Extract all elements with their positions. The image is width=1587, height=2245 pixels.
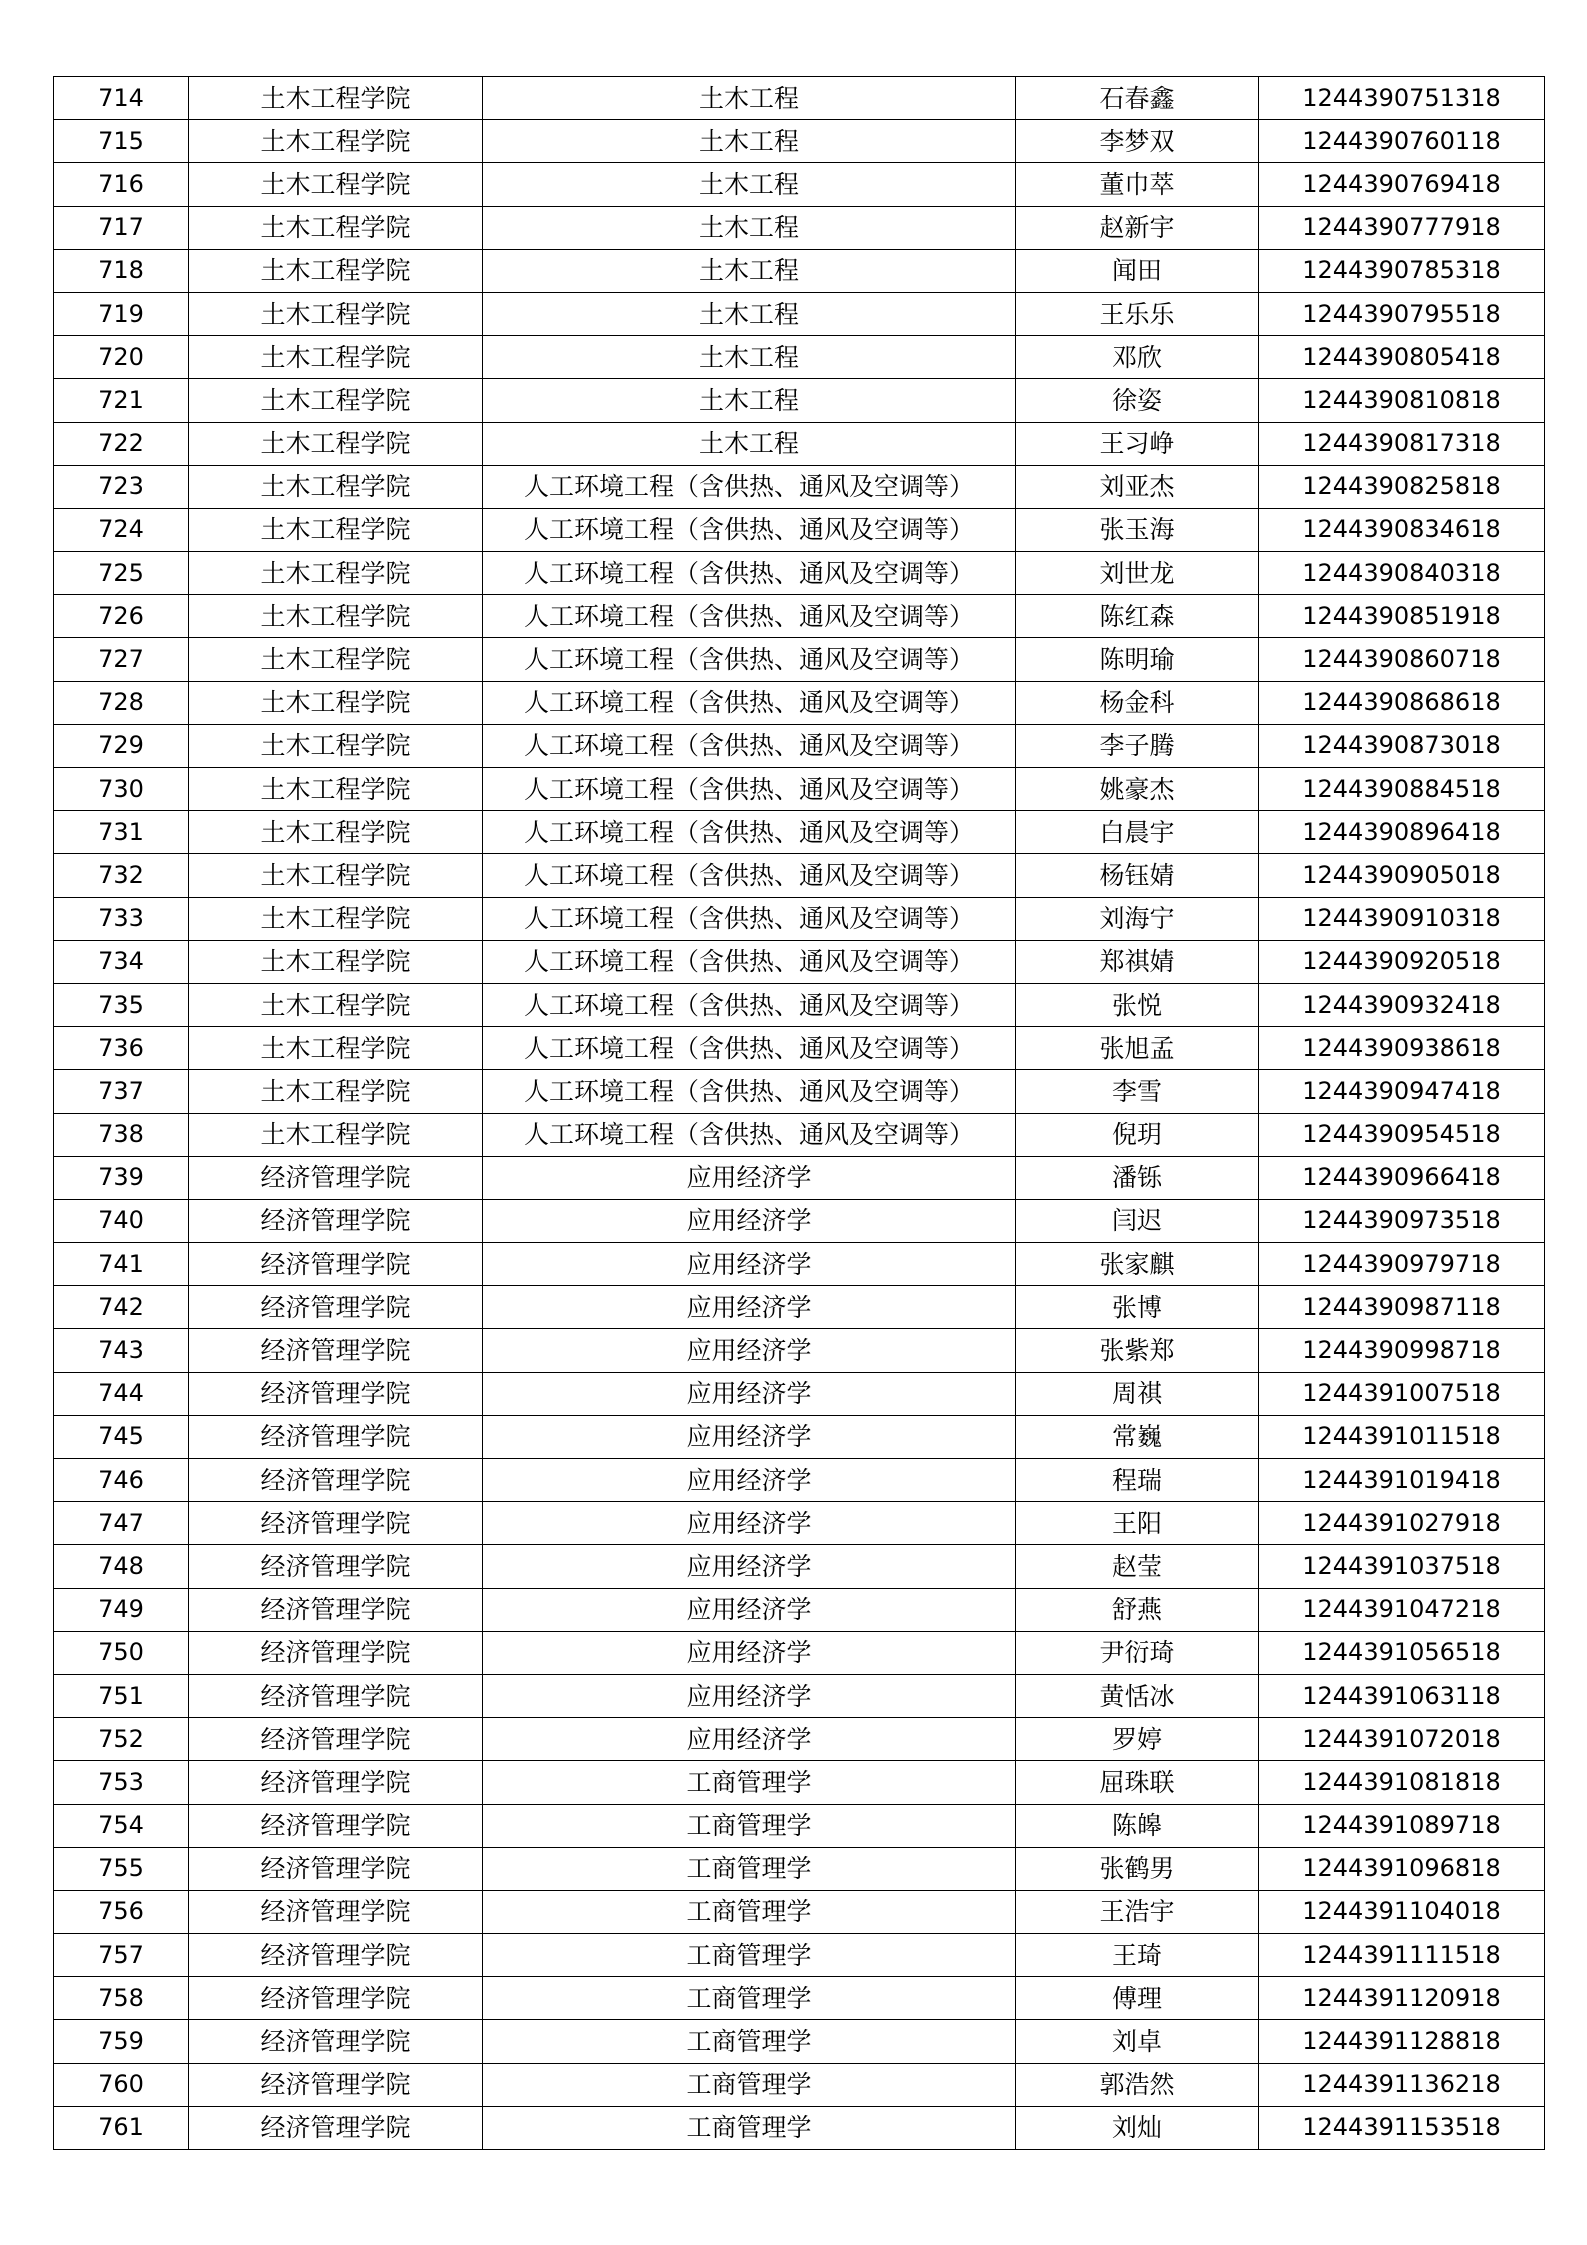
cell-college: 土木工程学院 — [189, 983, 483, 1026]
cell-college: 土木工程学院 — [189, 120, 483, 163]
table-row — [54, 1502, 1545, 1545]
cell-name: 刘卓 — [1016, 2020, 1259, 2063]
cell-id: 1244390825818 — [1259, 465, 1545, 508]
cell-college: 经济管理学院 — [189, 1761, 483, 1804]
table-row — [54, 249, 1545, 292]
table-row — [54, 292, 1545, 335]
cell-major: 应用经济学 — [483, 1588, 1016, 1631]
table-row — [54, 422, 1545, 465]
cell-name: 张鹤男 — [1016, 1847, 1259, 1890]
cell-number: 732 — [54, 854, 189, 897]
cell-major: 人工环境工程（含供热、通风及空调等） — [483, 595, 1016, 638]
cell-name: 黄恬冰 — [1016, 1674, 1259, 1717]
cell-major: 应用经济学 — [483, 1545, 1016, 1588]
cell-major: 人工环境工程（含供热、通风及空调等） — [483, 724, 1016, 767]
cell-major: 应用经济学 — [483, 1502, 1016, 1545]
table-row — [54, 206, 1545, 249]
table-row — [54, 77, 1545, 120]
cell-major: 人工环境工程（含供热、通风及空调等） — [483, 508, 1016, 551]
cell-id: 1244390868618 — [1259, 681, 1545, 724]
cell-number: 717 — [54, 206, 189, 249]
cell-major: 应用经济学 — [483, 1631, 1016, 1674]
cell-college: 经济管理学院 — [189, 1502, 483, 1545]
cell-name: 陈红森 — [1016, 595, 1259, 638]
cell-id: 1244390785318 — [1259, 249, 1545, 292]
cell-number: 759 — [54, 2020, 189, 2063]
cell-college: 土木工程学院 — [189, 292, 483, 335]
cell-number: 722 — [54, 422, 189, 465]
cell-college: 经济管理学院 — [189, 1718, 483, 1761]
cell-major: 人工环境工程（含供热、通风及空调等） — [483, 1113, 1016, 1156]
cell-name: 陈明瑜 — [1016, 638, 1259, 681]
cell-name: 王乐乐 — [1016, 292, 1259, 335]
table-row — [54, 1847, 1545, 1890]
cell-major: 应用经济学 — [483, 1329, 1016, 1372]
cell-id: 1244391153518 — [1259, 2106, 1545, 2149]
cell-number: 721 — [54, 379, 189, 422]
cell-major: 人工环境工程（含供热、通风及空调等） — [483, 465, 1016, 508]
cell-id: 1244391056518 — [1259, 1631, 1545, 1674]
cell-major: 工商管理学 — [483, 1847, 1016, 1890]
cell-id: 1244390884518 — [1259, 768, 1545, 811]
cell-id: 1244390896418 — [1259, 811, 1545, 854]
cell-name: 王习峥 — [1016, 422, 1259, 465]
cell-number: 750 — [54, 1631, 189, 1674]
cell-name: 赵莹 — [1016, 1545, 1259, 1588]
cell-number: 724 — [54, 508, 189, 551]
cell-id: 1244390834618 — [1259, 508, 1545, 551]
cell-name: 闫迟 — [1016, 1199, 1259, 1242]
cell-id: 1244391136218 — [1259, 2063, 1545, 2106]
cell-college: 土木工程学院 — [189, 940, 483, 983]
cell-major: 工商管理学 — [483, 1761, 1016, 1804]
cell-id: 1244390751318 — [1259, 77, 1545, 120]
cell-major: 土木工程 — [483, 379, 1016, 422]
cell-id: 1244390760118 — [1259, 120, 1545, 163]
table-row — [54, 1286, 1545, 1329]
cell-major: 土木工程 — [483, 77, 1016, 120]
cell-id: 1244391120918 — [1259, 1977, 1545, 2020]
cell-college: 经济管理学院 — [189, 1631, 483, 1674]
cell-name: 闻田 — [1016, 249, 1259, 292]
cell-major: 工商管理学 — [483, 1890, 1016, 1933]
cell-major: 土木工程 — [483, 163, 1016, 206]
table-row — [54, 1588, 1545, 1631]
cell-college: 经济管理学院 — [189, 2106, 483, 2149]
table-row — [54, 120, 1545, 163]
cell-id: 1244391007518 — [1259, 1372, 1545, 1415]
cell-id: 1244390998718 — [1259, 1329, 1545, 1372]
cell-college: 经济管理学院 — [189, 1890, 483, 1933]
cell-major: 土木工程 — [483, 120, 1016, 163]
cell-number: 714 — [54, 77, 189, 120]
cell-id: 1244390954518 — [1259, 1113, 1545, 1156]
cell-major: 人工环境工程（含供热、通风及空调等） — [483, 552, 1016, 595]
cell-major: 应用经济学 — [483, 1243, 1016, 1286]
cell-id: 1244390840318 — [1259, 552, 1545, 595]
cell-major: 人工环境工程（含供热、通风及空调等） — [483, 897, 1016, 940]
cell-id: 1244391096818 — [1259, 1847, 1545, 1890]
cell-college: 土木工程学院 — [189, 854, 483, 897]
cell-college: 土木工程学院 — [189, 508, 483, 551]
cell-college: 经济管理学院 — [189, 2063, 483, 2106]
table-row — [54, 1329, 1545, 1372]
cell-college: 经济管理学院 — [189, 1329, 483, 1372]
student-list-table — [53, 76, 1545, 2150]
cell-college: 土木工程学院 — [189, 1113, 483, 1156]
cell-number: 747 — [54, 1502, 189, 1545]
table-row — [54, 1674, 1545, 1717]
cell-major: 工商管理学 — [483, 2020, 1016, 2063]
cell-id: 1244390817318 — [1259, 422, 1545, 465]
cell-number: 760 — [54, 2063, 189, 2106]
cell-name: 张紫郑 — [1016, 1329, 1259, 1372]
cell-college: 经济管理学院 — [189, 1545, 483, 1588]
cell-college: 土木工程学院 — [189, 465, 483, 508]
cell-college: 经济管理学院 — [189, 1286, 483, 1329]
table-row — [54, 379, 1545, 422]
cell-name: 李梦双 — [1016, 120, 1259, 163]
table-row — [54, 983, 1545, 1026]
cell-id: 1244390973518 — [1259, 1199, 1545, 1242]
cell-name: 张玉海 — [1016, 508, 1259, 551]
table-row — [54, 940, 1545, 983]
cell-name: 倪玥 — [1016, 1113, 1259, 1156]
cell-name: 赵新宇 — [1016, 206, 1259, 249]
cell-number: 758 — [54, 1977, 189, 2020]
cell-college: 经济管理学院 — [189, 1588, 483, 1631]
cell-name: 王阳 — [1016, 1502, 1259, 1545]
cell-name: 杨钰婧 — [1016, 854, 1259, 897]
cell-id: 1244390805418 — [1259, 336, 1545, 379]
cell-id: 1244390769418 — [1259, 163, 1545, 206]
cell-college: 土木工程学院 — [189, 1027, 483, 1070]
cell-id: 1244390795518 — [1259, 292, 1545, 335]
cell-college: 经济管理学院 — [189, 2020, 483, 2063]
cell-name: 程瑞 — [1016, 1459, 1259, 1502]
cell-college: 土木工程学院 — [189, 77, 483, 120]
cell-college: 土木工程学院 — [189, 163, 483, 206]
cell-major: 工商管理学 — [483, 1934, 1016, 1977]
table-row — [54, 508, 1545, 551]
table-row — [54, 1934, 1545, 1977]
cell-name: 常巍 — [1016, 1415, 1259, 1458]
cell-id: 1244391037518 — [1259, 1545, 1545, 1588]
cell-number: 749 — [54, 1588, 189, 1631]
cell-college: 经济管理学院 — [189, 1199, 483, 1242]
table-row — [54, 1459, 1545, 1502]
cell-number: 727 — [54, 638, 189, 681]
cell-name: 罗婷 — [1016, 1718, 1259, 1761]
table-row — [54, 768, 1545, 811]
cell-college: 土木工程学院 — [189, 811, 483, 854]
cell-number: 738 — [54, 1113, 189, 1156]
cell-major: 人工环境工程（含供热、通风及空调等） — [483, 768, 1016, 811]
table-row — [54, 336, 1545, 379]
cell-college: 土木工程学院 — [189, 724, 483, 767]
cell-number: 728 — [54, 681, 189, 724]
cell-number: 755 — [54, 1847, 189, 1890]
cell-college: 土木工程学院 — [189, 552, 483, 595]
cell-college: 土木工程学院 — [189, 897, 483, 940]
cell-id: 1244390932418 — [1259, 983, 1545, 1026]
cell-id: 1244391063118 — [1259, 1674, 1545, 1717]
cell-name: 傅理 — [1016, 1977, 1259, 2020]
cell-major: 工商管理学 — [483, 1977, 1016, 2020]
cell-id: 1244390851918 — [1259, 595, 1545, 638]
cell-number: 731 — [54, 811, 189, 854]
table-row — [54, 465, 1545, 508]
cell-college: 经济管理学院 — [189, 1804, 483, 1847]
cell-major: 应用经济学 — [483, 1372, 1016, 1415]
table-row — [54, 1415, 1545, 1458]
cell-college: 经济管理学院 — [189, 1415, 483, 1458]
cell-id: 1244390910318 — [1259, 897, 1545, 940]
cell-number: 742 — [54, 1286, 189, 1329]
cell-id: 1244391011518 — [1259, 1415, 1545, 1458]
cell-college: 经济管理学院 — [189, 1674, 483, 1717]
table-row — [54, 1199, 1545, 1242]
cell-name: 王浩宇 — [1016, 1890, 1259, 1933]
cell-major: 应用经济学 — [483, 1459, 1016, 1502]
cell-number: 751 — [54, 1674, 189, 1717]
cell-number: 754 — [54, 1804, 189, 1847]
table-body — [54, 77, 1545, 2150]
table-row — [54, 897, 1545, 940]
cell-number: 718 — [54, 249, 189, 292]
cell-number: 716 — [54, 163, 189, 206]
cell-college: 土木工程学院 — [189, 681, 483, 724]
cell-number: 719 — [54, 292, 189, 335]
cell-name: 舒燕 — [1016, 1588, 1259, 1631]
cell-major: 应用经济学 — [483, 1718, 1016, 1761]
cell-name: 张博 — [1016, 1286, 1259, 1329]
cell-name: 李雪 — [1016, 1070, 1259, 1113]
cell-name: 徐姿 — [1016, 379, 1259, 422]
cell-major: 应用经济学 — [483, 1199, 1016, 1242]
cell-name: 刘世龙 — [1016, 552, 1259, 595]
table-row — [54, 1804, 1545, 1847]
cell-id: 1244390777918 — [1259, 206, 1545, 249]
cell-major: 应用经济学 — [483, 1286, 1016, 1329]
table-row — [54, 1545, 1545, 1588]
cell-major: 人工环境工程（含供热、通风及空调等） — [483, 638, 1016, 681]
cell-id: 1244390873018 — [1259, 724, 1545, 767]
cell-name: 潘铄 — [1016, 1156, 1259, 1199]
cell-college: 经济管理学院 — [189, 1459, 483, 1502]
cell-college: 土木工程学院 — [189, 206, 483, 249]
cell-number: 729 — [54, 724, 189, 767]
cell-college: 经济管理学院 — [189, 1243, 483, 1286]
cell-college: 土木工程学院 — [189, 379, 483, 422]
cell-id: 1244390860718 — [1259, 638, 1545, 681]
cell-major: 土木工程 — [483, 422, 1016, 465]
cell-name: 杨金科 — [1016, 681, 1259, 724]
cell-college: 经济管理学院 — [189, 1847, 483, 1890]
table-row — [54, 1243, 1545, 1286]
table-row — [54, 1761, 1545, 1804]
cell-college: 经济管理学院 — [189, 1934, 483, 1977]
cell-id: 1244390810818 — [1259, 379, 1545, 422]
cell-college: 土木工程学院 — [189, 249, 483, 292]
table-row — [54, 1027, 1545, 1070]
cell-name: 白晨宇 — [1016, 811, 1259, 854]
cell-number: 743 — [54, 1329, 189, 1372]
table-row — [54, 1631, 1545, 1674]
cell-number: 756 — [54, 1890, 189, 1933]
table-row — [54, 1156, 1545, 1199]
cell-name: 姚豪杰 — [1016, 768, 1259, 811]
cell-major: 人工环境工程（含供热、通风及空调等） — [483, 681, 1016, 724]
cell-number: 752 — [54, 1718, 189, 1761]
cell-major: 人工环境工程（含供热、通风及空调等） — [483, 854, 1016, 897]
cell-number: 723 — [54, 465, 189, 508]
cell-id: 1244390979718 — [1259, 1243, 1545, 1286]
table-row — [54, 1718, 1545, 1761]
cell-number: 725 — [54, 552, 189, 595]
cell-id: 1244390966418 — [1259, 1156, 1545, 1199]
cell-college: 土木工程学院 — [189, 595, 483, 638]
cell-major: 工商管理学 — [483, 2063, 1016, 2106]
cell-name: 郭浩然 — [1016, 2063, 1259, 2106]
cell-name: 刘灿 — [1016, 2106, 1259, 2149]
cell-college: 经济管理学院 — [189, 1156, 483, 1199]
cell-number: 753 — [54, 1761, 189, 1804]
table-row — [54, 1890, 1545, 1933]
cell-id: 1244391081818 — [1259, 1761, 1545, 1804]
cell-number: 730 — [54, 768, 189, 811]
cell-number: 748 — [54, 1545, 189, 1588]
table-row — [54, 854, 1545, 897]
cell-major: 土木工程 — [483, 206, 1016, 249]
cell-number: 736 — [54, 1027, 189, 1070]
cell-major: 土木工程 — [483, 336, 1016, 379]
cell-major: 人工环境工程（含供热、通风及空调等） — [483, 940, 1016, 983]
cell-id: 1244390905018 — [1259, 854, 1545, 897]
table-row — [54, 2063, 1545, 2106]
cell-major: 土木工程 — [483, 249, 1016, 292]
cell-id: 1244391128818 — [1259, 2020, 1545, 2063]
cell-college: 土木工程学院 — [189, 768, 483, 811]
cell-name: 张悦 — [1016, 983, 1259, 1026]
table-row — [54, 724, 1545, 767]
cell-id: 1244391047218 — [1259, 1588, 1545, 1631]
cell-number: 744 — [54, 1372, 189, 1415]
cell-id: 1244390947418 — [1259, 1070, 1545, 1113]
cell-name: 屈珠联 — [1016, 1761, 1259, 1804]
cell-name: 刘海宁 — [1016, 897, 1259, 940]
cell-college: 土木工程学院 — [189, 638, 483, 681]
cell-name: 张旭孟 — [1016, 1027, 1259, 1070]
cell-number: 715 — [54, 120, 189, 163]
cell-number: 734 — [54, 940, 189, 983]
cell-id: 1244391089718 — [1259, 1804, 1545, 1847]
cell-major: 应用经济学 — [483, 1156, 1016, 1199]
table-row — [54, 552, 1545, 595]
cell-name: 郑祺婧 — [1016, 940, 1259, 983]
cell-name: 周祺 — [1016, 1372, 1259, 1415]
cell-id: 1244390938618 — [1259, 1027, 1545, 1070]
cell-id: 1244391072018 — [1259, 1718, 1545, 1761]
cell-number: 740 — [54, 1199, 189, 1242]
table-row — [54, 2106, 1545, 2149]
table-row — [54, 1372, 1545, 1415]
cell-number: 720 — [54, 336, 189, 379]
table-row — [54, 1977, 1545, 2020]
cell-major: 土木工程 — [483, 292, 1016, 335]
cell-name: 王琦 — [1016, 1934, 1259, 1977]
cell-name: 张家麒 — [1016, 1243, 1259, 1286]
table-row — [54, 1113, 1545, 1156]
cell-college: 经济管理学院 — [189, 1372, 483, 1415]
cell-number: 741 — [54, 1243, 189, 1286]
cell-number: 746 — [54, 1459, 189, 1502]
cell-college: 土木工程学院 — [189, 422, 483, 465]
cell-college: 经济管理学院 — [189, 1977, 483, 2020]
cell-name: 刘亚杰 — [1016, 465, 1259, 508]
table-row — [54, 163, 1545, 206]
cell-major: 人工环境工程（含供热、通风及空调等） — [483, 983, 1016, 1026]
cell-major: 应用经济学 — [483, 1415, 1016, 1458]
cell-number: 737 — [54, 1070, 189, 1113]
cell-major: 应用经济学 — [483, 1674, 1016, 1717]
cell-id: 1244391104018 — [1259, 1890, 1545, 1933]
cell-number: 733 — [54, 897, 189, 940]
cell-id: 1244391111518 — [1259, 1934, 1545, 1977]
cell-major: 人工环境工程（含供热、通风及空调等） — [483, 811, 1016, 854]
table-row — [54, 681, 1545, 724]
cell-college: 土木工程学院 — [189, 1070, 483, 1113]
cell-major: 人工环境工程（含供热、通风及空调等） — [483, 1027, 1016, 1070]
cell-name: 董巾萃 — [1016, 163, 1259, 206]
cell-name: 石春鑫 — [1016, 77, 1259, 120]
table-row — [54, 2020, 1545, 2063]
table-row — [54, 595, 1545, 638]
table-row — [54, 1070, 1545, 1113]
cell-number: 739 — [54, 1156, 189, 1199]
cell-id: 1244390920518 — [1259, 940, 1545, 983]
cell-major: 工商管理学 — [483, 2106, 1016, 2149]
cell-name: 邓欣 — [1016, 336, 1259, 379]
cell-name: 陈皞 — [1016, 1804, 1259, 1847]
cell-id: 1244391027918 — [1259, 1502, 1545, 1545]
cell-name: 尹衍琦 — [1016, 1631, 1259, 1674]
table-row — [54, 638, 1545, 681]
cell-id: 1244391019418 — [1259, 1459, 1545, 1502]
cell-number: 757 — [54, 1934, 189, 1977]
cell-major: 人工环境工程（含供热、通风及空调等） — [483, 1070, 1016, 1113]
cell-name: 李子腾 — [1016, 724, 1259, 767]
cell-major: 工商管理学 — [483, 1804, 1016, 1847]
cell-number: 761 — [54, 2106, 189, 2149]
cell-id: 1244390987118 — [1259, 1286, 1545, 1329]
table-row — [54, 811, 1545, 854]
cell-number: 735 — [54, 983, 189, 1026]
cell-number: 726 — [54, 595, 189, 638]
cell-college: 土木工程学院 — [189, 336, 483, 379]
cell-number: 745 — [54, 1415, 189, 1458]
